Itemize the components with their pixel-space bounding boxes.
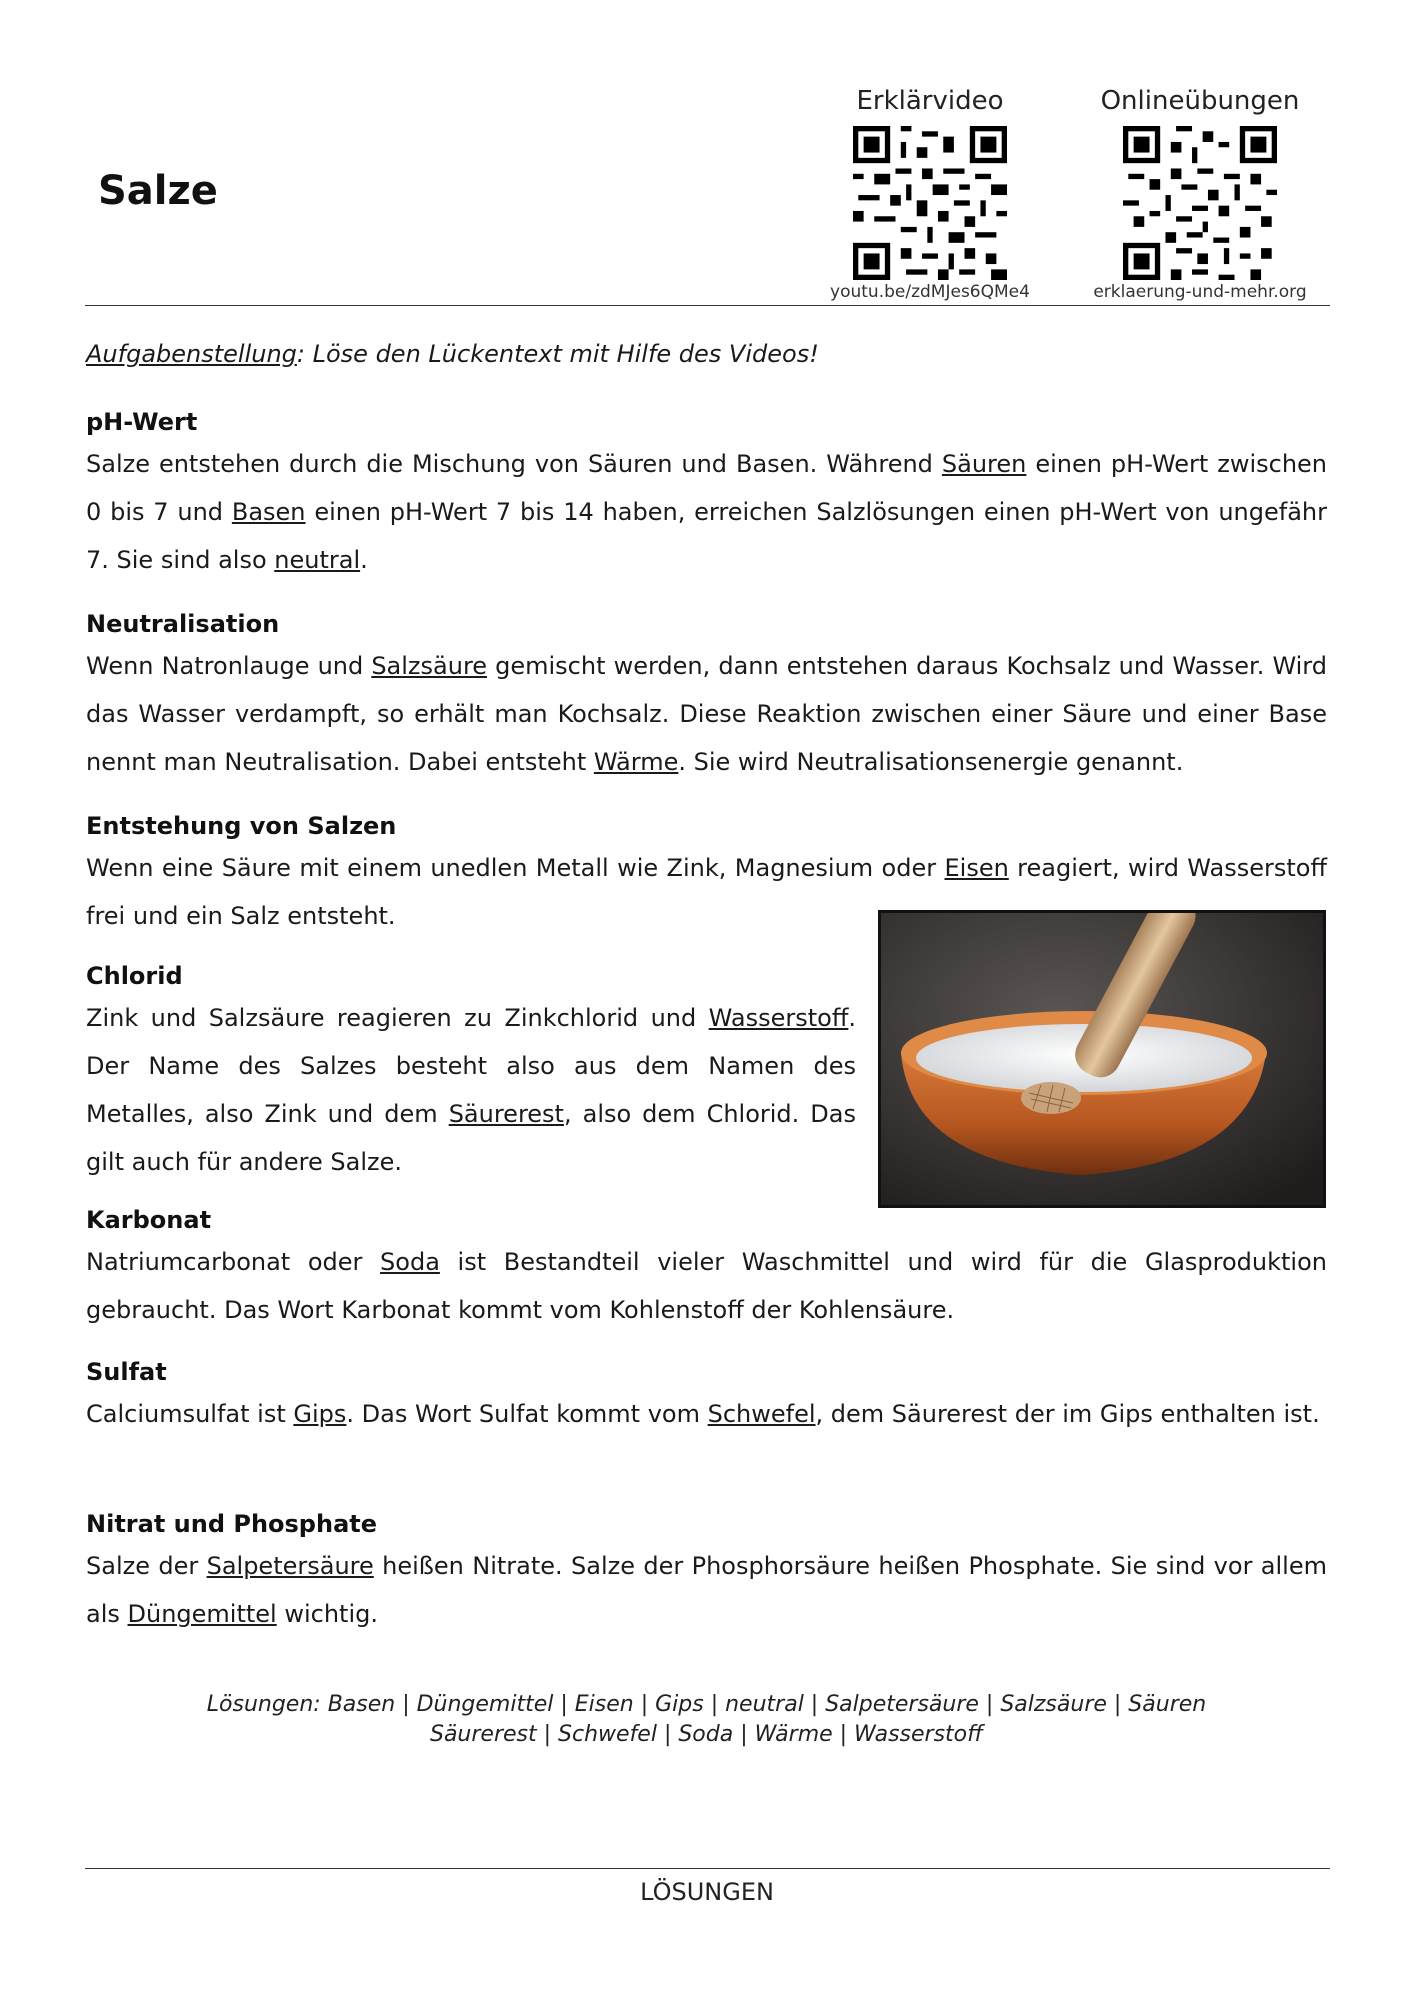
qr-video-link[interactable]: youtu.be/zdMJes6QMe4 bbox=[830, 282, 1030, 302]
answer-blank: Salzsäure bbox=[371, 652, 488, 680]
section-ph-wert bbox=[86, 408, 1327, 584]
section-neutralisation bbox=[86, 610, 1327, 786]
answer-blank: Säurerest bbox=[448, 1100, 564, 1128]
qr-video-block bbox=[820, 86, 1040, 280]
answer-blank: Gips bbox=[293, 1400, 347, 1428]
header-divider bbox=[85, 305, 1330, 306]
section-heading: Karbonat bbox=[86, 1206, 212, 1234]
answer-blank: neutral bbox=[274, 546, 361, 574]
answer-blank: Wärme bbox=[593, 748, 679, 776]
section-text: Wenn Natronlauge und Salzsäure gemischt werden, dann entstehen daraus Kochsalz und Wasser. Wird das Wasser verdampft, so erhält man Kochsalz. Diese Reaktion zwischen einer Säure und einer Base nennt man Neutralisation. Dabei entsteht Wärme. Sie wird Neutralisationsenergie genannt. bbox=[86, 652, 1327, 776]
answer-blank: Soda bbox=[380, 1248, 440, 1276]
page-title: Salze bbox=[98, 168, 218, 214]
answer-blank: Wasserstoff bbox=[708, 1004, 849, 1032]
section-text: Wenn eine Säure mit einem unedlen Metall wie Zink, Magnesium oder Eisen reagiert, wird Wasserstoff frei und ein Salz entsteht. bbox=[86, 854, 1327, 930]
section-chlorid bbox=[86, 962, 856, 1186]
section-karbonat bbox=[86, 1206, 1327, 1334]
section-text: Natriumcarbonat oder Soda ist Bestandteil vieler Waschmittel und wird für die Glasproduktion gebraucht. Das Wort Karbonat kommt vom Kohlenstoff der Kohlensäure. bbox=[86, 1248, 1327, 1324]
qr-code-exercises[interactable] bbox=[1123, 126, 1277, 280]
section-heading: Chlorid bbox=[86, 962, 183, 990]
section-heading: Nitrat und Phosphate bbox=[86, 1510, 378, 1538]
task-instruction bbox=[86, 340, 819, 368]
answer-blank: Salpetersäure bbox=[206, 1552, 374, 1580]
footer-label: LÖSUNGEN bbox=[640, 1878, 774, 1906]
section-heading: pH-Wert bbox=[86, 408, 198, 436]
qr-exercises-caption: Onlineübungen bbox=[1100, 86, 1300, 116]
answer-blank: Düngemittel bbox=[127, 1600, 277, 1628]
section-text: Zink und Salzsäure reagieren zu Zinkchlorid und Wasserstoff. Der Name des Salzes besteht also aus dem Namen des Metalles, also Zink und dem Säurerest, also dem Chlorid. Das gilt auch für andere Salze. bbox=[86, 1004, 856, 1176]
task-text: : Löse den Lückentext mit Hilfe des Videos! bbox=[296, 340, 819, 368]
section-nitrat-phosphate bbox=[86, 1510, 1327, 1638]
salt-bowl-photo bbox=[878, 910, 1326, 1208]
qr-code-video[interactable] bbox=[853, 126, 1007, 280]
footer-divider bbox=[85, 1868, 1330, 1869]
solutions-list bbox=[86, 1690, 1327, 1750]
answer-blank: Basen bbox=[231, 498, 306, 526]
section-text: Salze entstehen durch die Mischung von Säuren und Basen. Während Säuren einen pH-Wert zwischen 0 bis 7 und Basen einen pH-Wert 7 bis 14 haben, erreichen Salzlösungen einen pH-Wert von ungefähr 7. Sie sind also neutral. bbox=[86, 450, 1328, 574]
qr-exercises-block bbox=[1090, 86, 1310, 280]
section-text: Salze der Salpetersäure heißen Nitrate. Salze der Phosphorsäure heißen Phosphate. Sie sind vor allem als Düngemittel wichtig. bbox=[86, 1552, 1327, 1628]
section-heading: Entstehung von Salzen bbox=[86, 812, 397, 840]
task-label: Aufgabenstellung bbox=[86, 340, 297, 368]
section-text: Calciumsulfat ist Gips. Das Wort Sulfat kommt vom Schwefel, dem Säurerest der im Gips enthalten ist. bbox=[86, 1400, 1320, 1428]
section-heading: Neutralisation bbox=[86, 610, 280, 638]
qr-video-caption: Erklärvideo bbox=[856, 86, 1004, 116]
section-heading: Sulfat bbox=[86, 1358, 167, 1386]
answer-blank: Säuren bbox=[941, 450, 1027, 478]
solutions-line-1: Lösungen: Basen | Düngemittel | Eisen | Gips | neutral | Salpetersäure | Salzsäure | Säuren bbox=[206, 1692, 1207, 1717]
answer-blank: Schwefel bbox=[707, 1400, 816, 1428]
section-sulfat bbox=[86, 1358, 1327, 1438]
qr-exercises-link[interactable]: erklaerung-und-mehr.org bbox=[1093, 282, 1307, 302]
solutions-line-2: Säurerest | Schwefel | Soda | Wärme | Wasserstoff bbox=[429, 1722, 984, 1747]
answer-blank: Eisen bbox=[944, 854, 1009, 882]
